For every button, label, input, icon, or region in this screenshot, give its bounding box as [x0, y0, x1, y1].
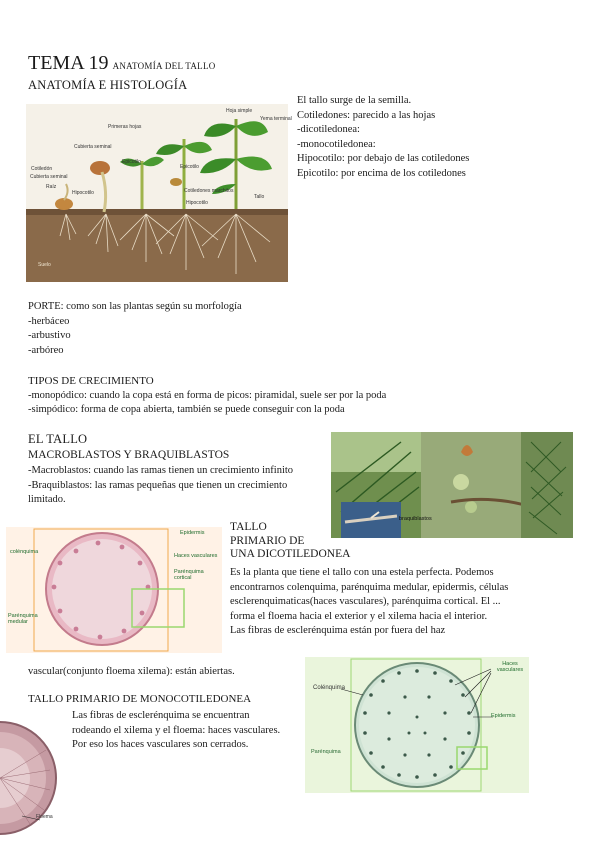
monocot-label-parenquima: Parénquima: [311, 749, 341, 755]
germination-illustration: [26, 104, 288, 282]
title-sub: ANATOMÍA DEL TALLO: [112, 61, 216, 71]
germination-line: -monocotiledonea:: [297, 138, 376, 150]
label-yema: Yema terminal: [260, 116, 292, 122]
germination-line: El tallo surge de la semilla.: [297, 95, 412, 106]
tallo-text: [28, 464, 293, 508]
germination-text: [297, 94, 469, 182]
tallo-line: -Macroblastos: cuando las ramas tienen un crecimiento infinito: [28, 465, 294, 476]
dicot-illustration: [6, 527, 222, 653]
page-title: [28, 52, 216, 75]
label-cubierta: Cubierta seminal: [74, 144, 112, 150]
germination-line: -dicotiledonea:: [297, 124, 360, 136]
crecimiento-heading: TIPOS DE CRECIMIENTO: [28, 375, 154, 387]
label-epicotilo-2: Epicotilo: [180, 164, 199, 170]
dicot-line: esclerenquimaticas(haces vasculares), parénquima cortical. El ...: [230, 596, 501, 608]
dicot-line: encontrarnos colenquima, parénquima medular, epidermis, células: [230, 581, 509, 593]
title-main: TEMA 19: [28, 52, 109, 74]
germination-line: Hipocotilo: por debajo de las cotiledones: [297, 153, 470, 165]
dicot-heading-line: PRIMARIO DE: [230, 534, 305, 547]
crecimiento-line: -simpódico: forma de copa abierta, también se puede conseguir con la poda: [28, 404, 345, 416]
monocot-figure: [305, 657, 529, 793]
porte-line: -arbóreo: [28, 344, 64, 356]
dicot-label-haces: Haces vasculares: [174, 553, 218, 559]
porte-line: PORTE: como son las plantas según su morfología: [28, 301, 242, 312]
label-hipocotilo: Hipocotilo: [72, 190, 94, 196]
dicot-line: Las fibras de esclerénquima están por fuera del haz: [230, 625, 446, 637]
label-raiz: Raíz: [46, 184, 57, 190]
monocot-label-epidermis: Epidermis: [491, 713, 516, 719]
dicot-label-cortical: Parénquima cortical: [174, 569, 204, 581]
monocot-line: Las fibras de esclerénquima se encuentran: [72, 710, 250, 721]
dicot-heading-line: UNA DICOTILEDONEA: [230, 548, 351, 561]
monocot-line: Por eso los haces vasculares son cerrados.: [72, 739, 249, 751]
tallo-subheading: MACROBLASTOS Y BRAQUIBLASTOS: [28, 449, 230, 461]
tallo-heading: EL TALLO: [28, 432, 88, 446]
label-hipocotilo-2: Hipocotilo: [186, 200, 208, 206]
monocot-line: rodeando el xilema y el floema: haces vasculares.: [72, 724, 281, 736]
monocot-text: [72, 709, 280, 753]
crecimiento-section: [28, 374, 386, 418]
monocot-heading: TALLO PRIMARIO DE MONOCOTILEDONEA: [28, 693, 252, 705]
dicot-label-medular: Parénquima medular: [8, 613, 38, 625]
monocot-label-colenquima: Colénquima: [313, 685, 346, 691]
germination-line: Cotiledones: parecido a las hojas: [297, 109, 436, 121]
crecimiento-line: -monopódico: cuando la copa está en forma de picos: piramidal, suele ser por la poda: [28, 389, 387, 401]
label-cotiledon: Cotiledón: [31, 166, 53, 172]
tallo-line: -Braquiblastos: las ramas pequeñas que tienen un crecimiento: [28, 479, 288, 491]
dicot-text: [230, 566, 508, 639]
partial-stem-figure: [0, 720, 58, 830]
germination-figure: [26, 104, 292, 282]
label-epicotilo: Epicotilo: [122, 159, 141, 165]
porte-line: -arbustivo: [28, 330, 71, 342]
tallo-line: limitado.: [28, 494, 66, 506]
dicot-heading: [230, 521, 350, 562]
monocot-illustration: [305, 657, 529, 793]
monocot-label-haces: Haces vasculares: [496, 661, 524, 673]
partial-stem-label: Floema: [36, 814, 53, 820]
label-hoja-simple: Hoja simple: [226, 108, 253, 114]
braquiblastos-illustration: [331, 432, 573, 538]
braquiblastos-label: braquiblastos: [399, 516, 432, 522]
label-cubierta-2: Cubierta seminal: [30, 174, 68, 180]
germination-line: Epicotilo: por encima de los cotiledones: [297, 167, 466, 179]
dicot-heading-line: TALLO: [230, 521, 267, 533]
dicot-label-colenquima: colénquima: [10, 549, 39, 555]
label-suelo: Suelo: [38, 262, 51, 268]
label-cotiledones-marchitos: Cotiledones marchitos: [184, 188, 234, 194]
dicot-continuation: vascular(conjunto floema xilema): están abiertas.: [28, 666, 235, 677]
braquiblastos-photo: [331, 432, 573, 538]
porte-section: [28, 300, 242, 358]
dicot-line: forma el floema hacia el exterior y el xilema hacia el interior.: [230, 610, 488, 622]
dicot-figure: [6, 527, 222, 653]
label-tallo: Tallo: [254, 194, 265, 200]
porte-line: -herbáceo: [28, 315, 70, 327]
dicot-line: Es la planta que tiene el tallo con una estela perfecta. Podemos: [230, 567, 494, 578]
dicot-label-epidermis: Epidermis: [180, 530, 205, 536]
label-primeras-hojas: Primeras hojas: [108, 124, 142, 130]
section-heading: ANATOMÍA E HISTOLOGÍA: [28, 78, 188, 92]
